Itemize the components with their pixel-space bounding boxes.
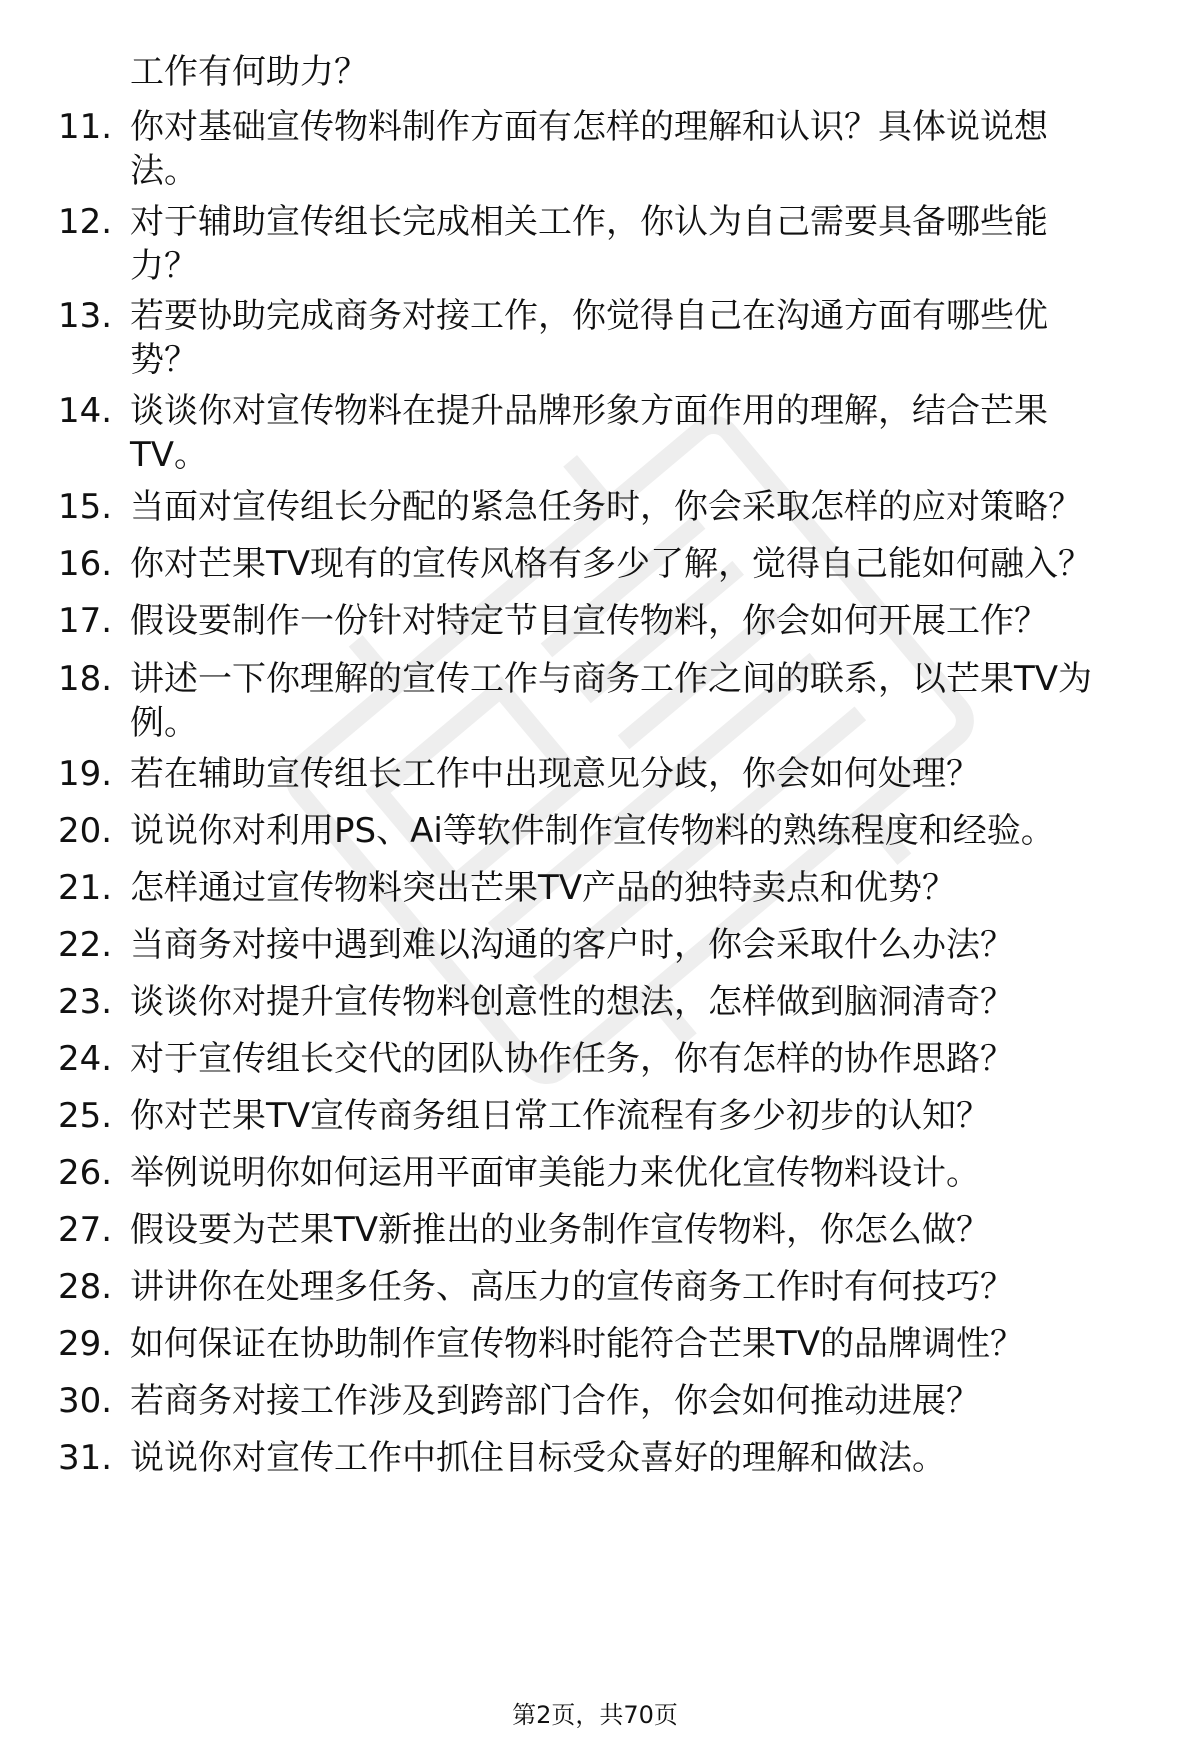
question-number: 25. (58, 1096, 113, 1136)
question-number: 13. (58, 296, 113, 336)
question-number: 31. (58, 1438, 113, 1478)
question-text (130, 866, 1160, 910)
question-text-line: 你对芒果TV宣传商务组日常工作流程有多少初步的认知？ (130, 1096, 991, 1136)
question-text (130, 1094, 1160, 1138)
question-text-line: 若商务对接工作涉及到跨部门合作，你会如何推动进展？ (130, 1381, 980, 1421)
question-text (130, 200, 1160, 288)
question-text (130, 1037, 1160, 1081)
question-text (130, 599, 1160, 643)
question-text-line: 法。 (130, 151, 198, 191)
question-number: 14. (58, 391, 113, 431)
question-number: 23. (58, 982, 113, 1022)
question-text (130, 1151, 1160, 1195)
question-text (130, 1322, 1160, 1366)
question-text-line: 若在辅助宣传组长工作中出现意见分歧，你会如何处理？ (130, 754, 980, 794)
question-text (130, 294, 1160, 382)
question-number: 18. (58, 659, 113, 699)
question-text (130, 1436, 1160, 1480)
question-text (130, 657, 1160, 745)
question-text-line: 假设要制作一份针对特定节目宣传物料，你会如何开展工作？ (130, 601, 1048, 641)
question-text-line: 谈谈你对提升宣传物料创意性的想法，怎样做到脑洞清奇？ (130, 982, 1014, 1022)
question-text-line: 讲讲你在处理多任务、高压力的宣传商务工作时有何技巧？ (130, 1267, 1014, 1307)
question-text-line: 说说你对利用PS、Ai等软件制作宣传物料的熟练程度和经验。 (130, 811, 1055, 851)
question-text-line: 假设要为芒果TV新推出的业务制作宣传物料，你怎么做？ (130, 1210, 991, 1250)
question-continuation-text: 工作有何助力？ (130, 52, 368, 92)
question-number: 24. (58, 1039, 113, 1079)
question-text-line: 如何保证在协助制作宣传物料时能符合芒果TV的品牌调性？ (130, 1324, 1025, 1364)
question-text-line: 怎样通过宣传物料突出芒果TV产品的独特卖点和优势？ (130, 868, 957, 908)
question-text-line: 当商务对接中遇到难以沟通的客户时，你会采取什么办法？ (130, 925, 1014, 965)
question-number: 22. (58, 925, 113, 965)
question-number: 20. (58, 811, 113, 851)
question-text-line: 若要协助完成商务对接工作，你觉得自己在沟通方面有哪些优 (130, 296, 1048, 336)
question-text-line: 势？ (130, 340, 198, 380)
question-text-line: 举例说明你如何运用平面审美能力来优化宣传物料设计。 (130, 1153, 980, 1193)
question-text (130, 542, 1160, 586)
question-number: 21. (58, 868, 113, 908)
question-text (130, 1379, 1160, 1423)
question-number: 26. (58, 1153, 113, 1193)
question-number: 27. (58, 1210, 113, 1250)
question-text-line: 对于辅助宣传组长完成相关工作，你认为自己需要具备哪些能 (130, 202, 1048, 242)
question-text-line: 当面对宣传组长分配的紧急任务时，你会采取怎样的应对策略？ (130, 487, 1082, 527)
question-text-line: 讲述一下你理解的宣传工作与商务工作之间的联系，以芒果TV为 (130, 659, 1093, 699)
question-text-line: 你对基础宣传物料制作方面有怎样的理解和认识？具体说说想 (130, 107, 1048, 147)
question-number: 11. (58, 107, 113, 147)
question-text-line: 力？ (130, 246, 198, 286)
question-text (130, 752, 1160, 796)
question-number: 15. (58, 487, 113, 527)
question-number: 30. (58, 1381, 113, 1421)
question-text (130, 485, 1160, 529)
question-text-line: 说说你对宣传工作中抓住目标受众喜好的理解和做法。 (130, 1438, 946, 1478)
question-number: 19. (58, 754, 113, 794)
question-text (130, 923, 1160, 967)
question-text-line: TV。 (130, 435, 209, 475)
question-number: 17. (58, 601, 113, 641)
question-text (130, 1208, 1160, 1252)
question-text (130, 105, 1160, 193)
question-text (130, 1265, 1160, 1309)
question-text-line: 谈谈你对宣传物料在提升品牌形象方面作用的理解，结合芒果 (130, 391, 1048, 431)
question-text (130, 980, 1160, 1024)
page-number-footer: 第2页，共70页 (512, 1701, 678, 1729)
question-number: 29. (58, 1324, 113, 1364)
question-text (130, 389, 1160, 477)
question-text (130, 809, 1160, 853)
question-text-line: 例。 (130, 703, 198, 743)
question-number: 28. (58, 1267, 113, 1307)
question-number: 16. (58, 544, 113, 584)
question-number: 12. (58, 202, 113, 242)
question-text-line: 你对芒果TV现有的宣传风格有多少了解，觉得自己能如何融入？ (130, 544, 1093, 584)
question-text-line: 对于宣传组长交代的团队协作任务，你有怎样的协作思路？ (130, 1039, 1014, 1079)
